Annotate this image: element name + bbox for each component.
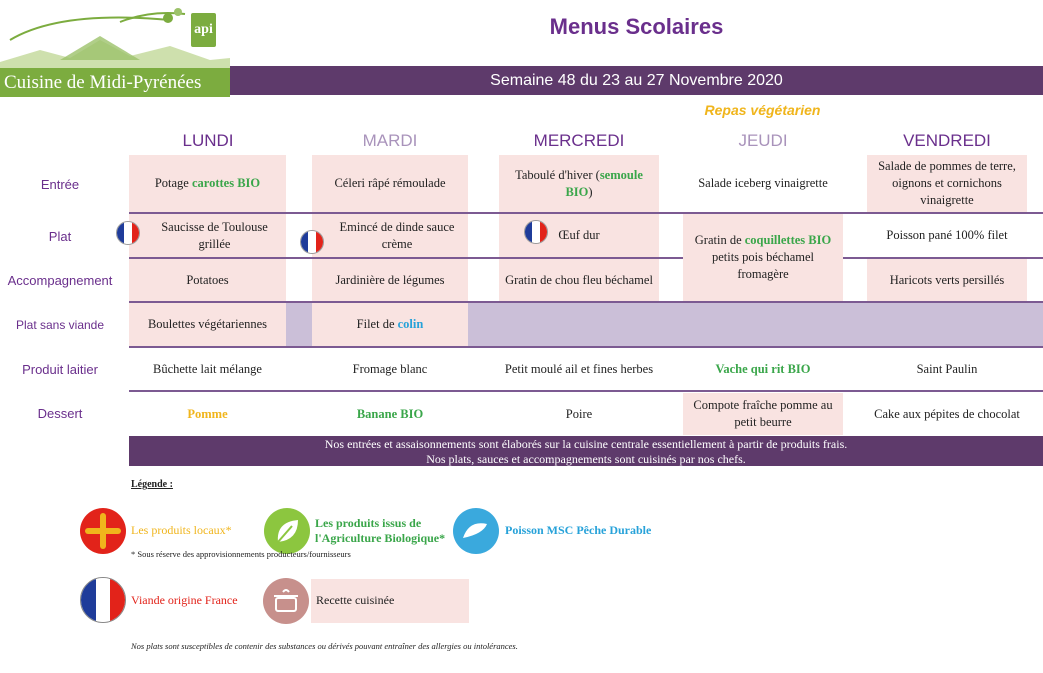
vegetarian-tag: Repas végétarien bbox=[704, 102, 821, 118]
menu-cell: Gratin de chou fleu béchamel bbox=[499, 259, 659, 301]
france-flag-icon bbox=[300, 230, 324, 254]
menu-cell: Emincé de dinde sauce crème bbox=[312, 214, 468, 257]
menu-cell: Poisson pané 100% filet bbox=[886, 228, 1008, 242]
menu-cell: Boulettes végétariennes bbox=[129, 303, 286, 346]
day-header-mercredi: MERCREDI bbox=[533, 131, 625, 150]
menu-cell: Filet de colin bbox=[312, 303, 468, 346]
day-header-lundi: LUNDI bbox=[182, 131, 234, 150]
menu-cell: Potage carottes BIO bbox=[129, 155, 286, 212]
menu-cell: Haricots verts persillés bbox=[867, 259, 1027, 301]
row-label-accompagnement: Accompagnement bbox=[7, 273, 113, 288]
menu-cell: Gratin de coquillettes BIO petits pois béchamel fromagère bbox=[683, 214, 843, 301]
menu-cell: Œuf dur bbox=[499, 214, 659, 257]
occitan-cross-icon bbox=[80, 508, 126, 554]
menu-cell: Cake aux pépites de chocolat bbox=[874, 406, 1020, 421]
legend-france: Viande origine France bbox=[131, 593, 238, 607]
menu-cell: Taboulé d'hiver (semoule BIO) bbox=[499, 155, 659, 212]
row-label-plat: Plat bbox=[48, 229, 72, 244]
legend-note: * Sous réserve des approvisionnements producteurs/fournisseurs bbox=[131, 549, 351, 559]
menu-cell: Fromage blanc bbox=[352, 361, 428, 376]
menu-cell: Bûchette lait mélange bbox=[153, 361, 262, 376]
day-header-vendredi: VENDREDI bbox=[903, 131, 991, 150]
menu-cell: Vache qui rit BIO bbox=[715, 361, 811, 376]
row-label-dessert: Dessert bbox=[37, 406, 83, 421]
row-label-laitier: Produit laitier bbox=[22, 362, 98, 377]
day-header-mardi: MARDI bbox=[362, 131, 418, 150]
france-flag-icon bbox=[524, 220, 548, 244]
menu-cell: Céleri râpé rémoulade bbox=[312, 155, 468, 212]
menu-cell: Pomme bbox=[187, 406, 228, 421]
menu-cell: Jardinière de légumes bbox=[312, 259, 468, 301]
row-divider bbox=[129, 390, 1043, 392]
legend-title: Légende : bbox=[131, 479, 173, 490]
menu-cell: Saucisse de Toulouse grillée bbox=[129, 214, 286, 257]
menu-cell: Salade iceberg vinaigrette bbox=[698, 176, 828, 190]
footer-banner bbox=[129, 436, 1043, 466]
api-badge: api bbox=[191, 13, 216, 47]
week-banner: Semaine 48 du 23 au 27 Novembre 2020 bbox=[230, 66, 1043, 95]
france-flag-icon bbox=[80, 577, 126, 623]
menu-cell: Petit moulé ail et fines herbes bbox=[504, 361, 654, 376]
footer-line: Nos entrées et assaisonnements sont élaborés sur la cuisine centrale essentiellement à partir de produits frais. bbox=[324, 437, 848, 451]
menu-cell: Potatoes bbox=[129, 259, 286, 301]
menu-cell: Saint Paulin bbox=[916, 361, 978, 376]
brand-name: Cuisine de Midi-Pyrénées bbox=[0, 68, 230, 97]
legend-msc: Poisson MSC Pêche Durable bbox=[505, 523, 652, 537]
legend-bio: Les produits issus de l'Agriculture Biologique* bbox=[315, 516, 446, 545]
empty-cell bbox=[286, 303, 312, 346]
legend-recette: Recette cuisinée bbox=[316, 593, 395, 607]
menu-cell: Salade de pommes de terre, oignons et cornichons vinaigrette bbox=[867, 155, 1027, 212]
fish-icon bbox=[453, 508, 499, 554]
leaf-icon bbox=[264, 508, 310, 554]
menu-cell: Banane BIO bbox=[356, 406, 424, 421]
cooking-pot-icon bbox=[263, 578, 309, 624]
day-header-jeudi: JEUDI bbox=[738, 131, 788, 150]
menu-cell: Compote fraîche pomme au petit beurre bbox=[683, 393, 843, 435]
row-label-sans-viande: Plat sans viande bbox=[15, 318, 105, 332]
allergen-note: Nos plats sont susceptibles de contenir des substances ou dérivés pouvant entraîner des allergies ou intolérances. bbox=[131, 641, 518, 651]
empty-cell bbox=[468, 303, 1043, 346]
legend-local: Les produits locaux* bbox=[131, 523, 232, 537]
menu-cell: Poire bbox=[565, 406, 593, 421]
page-title: Menus Scolaires bbox=[549, 14, 724, 39]
france-flag-icon bbox=[116, 221, 140, 245]
row-label-entree: Entrée bbox=[40, 177, 80, 192]
footer-line: Nos plats, sauces et accompagnements sont cuisinés par nos chefs. bbox=[426, 452, 746, 466]
